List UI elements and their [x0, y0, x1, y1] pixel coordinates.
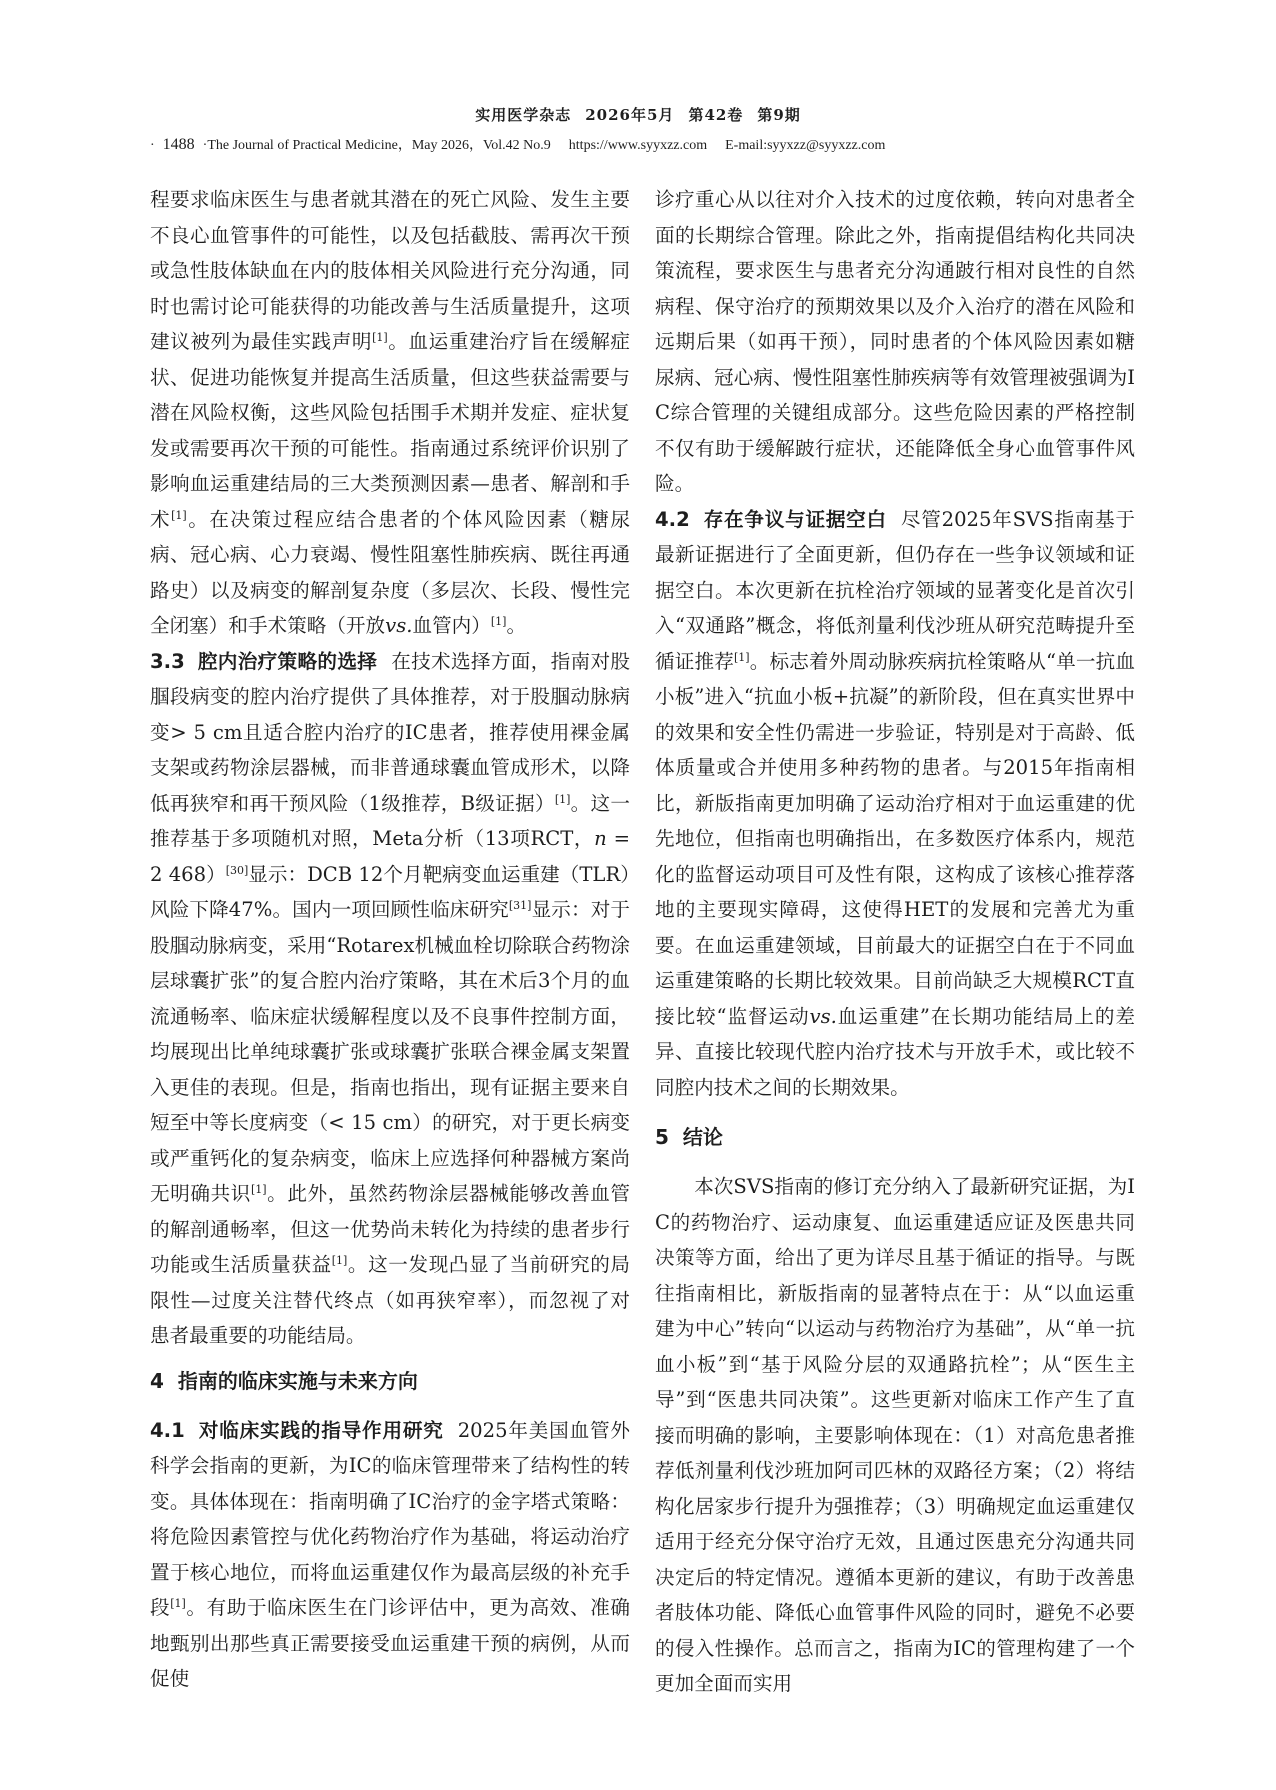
- section-4-1-paragraph: 4.1 对临床实践的指导作用研究 2025年美国血管外科学会指南的更新，为IC的临床管理带来了结构性的转变。具体体现在：指南明确了IC治疗的金字塔式策略：将危险因素管控与优化药物治疗作为基础，将运动治疗置于核心地位，而将血运重建仅作为最高层级的补充手段[1]。有助于临床医生在门诊评估中，更为高效、准确地甄别出那些真正需要接受血运重建干预的病例，从而促使: [150, 1418, 631, 1690]
- journal-name-cn: 实用医学杂志: [475, 106, 572, 124]
- header-dot: ·: [150, 138, 155, 153]
- citation-ref: [1]: [331, 1254, 348, 1267]
- issue-date-cn: 2026年5月: [585, 106, 675, 124]
- citation-ref: [1]: [734, 650, 750, 664]
- citation-ref: [31]: [508, 899, 532, 912]
- citation-ref: [1]: [170, 1597, 186, 1610]
- section-title: 对临床实践的指导作用研究: [198, 1418, 444, 1442]
- section-4-2-paragraph: 4.2 存在争议与证据空白 尽管2025年SVS指南基于最新证据进行了全面更新，但仍存在一些争议领域和证据空白。本次更新在抗栓治疗领域的显著变化是首次引入“双通路”概念，将低剂量利伐沙班从研究范畴提升至循证推荐[1]。标志着外周动脉疾病抗栓策略从“单一抗血小板”进入“抗血小板+抗凝”的新阶段，但在真实世界中的效果和安全性仍需进一步验证，特别是对于高龄、低体质量或合并使用多种药物的患者。与2015年指南相比，新版指南更加明确了运动治疗相对于血运重建的优先地位，但指南也明确指出，在多数医疗体系内，规范化的监督运动项目可及性有限，这构成了该核心推荐落地的主要现实障碍，这使得HET的发展和完善尤为重要。在血运重建领域，目前最大的证据空白在于不同血运重建策略的长期比较效果。目前尚缺乏大规模RCT直接比较“监督运动vs.血运重建”在长期功能结局上的差异、直接比较现代腔内治疗技术与开放手术，或比较不同腔内技术之间的长期效果。: [655, 507, 1135, 1099]
- conclusion-paragraph: 本次SVS指南的修订充分纳入了最新研究证据，为IC的药物治疗、运动康复、血运重建适应证及医患共同决策等方面，给出了更为详尽且基于循证的指导。与既往指南相比，新版指南的显著特点在于：从“以血运重建为中心”转向“以运动与药物治疗为基础”，从“单一抗血小板”到“基于风险分层的双通路抗栓”；从“医生主导”到“医患共同决策”。这些更新对临床工作产生了直接而明确的影响，主要影响体现在：（1）对高危患者推荐低剂量利伐沙班加阿司匹林的双路径方案；（2）将结构化居家步行提升为强推荐；（3）明确规定血运重建仅适用于经充分保守治疗无效，且通过医患充分沟通共同决定后的特定情况。遵循本更新的建议，有助于改善患者肢体功能、降低心血管事件风险的同时，避免不必要的侵入性操作。总而言之，指南为IC的管理构建了一个更加全面而实用: [655, 1175, 1135, 1695]
- journal-name-en: ·The Journal of Practical Medicine，May 2026，Vol.42 No.9: [202, 138, 551, 153]
- paragraph-decision-making: 程要求临床医生与患者就其潜在的死亡风险、发生主要不良心血管事件的可能性，以及包括截肢、需再次干预或急性肢体缺血在内的肢体相关风险进行充分沟通，同时也需讨论可能获得的功能改善与生活质量提升，这项建议被列为最佳实践声明[1]。血运重建治疗旨在缓解症状、促进功能恢复并提高生活质量，但这些获益需要与潜在风险权衡，这些风险包括围手术期并发症、症状复发或需要再次干预的可能性。指南通过系统评价识别了影响血运重建结局的三大类预测因素—患者、解剖和手术[1]。在决策过程应结合患者的个体风险因素（糖尿病、冠心病、心力衰竭、慢性阻塞性肺疾病、既往再通路史）以及病变的解剖复杂度（多层次、长段、慢性完全闭塞）和手术策略（开放vs.血管内）[1]。: [150, 188, 631, 637]
- citation-ref: [1]: [490, 615, 507, 628]
- section-3-3-paragraph: 3.3 腔内治疗策略的选择 在技术选择方面，指南对股腘段病变的腔内治疗提供了具体推荐，对于股腘动脉病变> 5 cm且适合腔内治疗的IC患者，推荐使用裸金属支架或药物涂层器械，而非普通球囊血管成形术，以降低再狭窄和再干预风险（1级推荐，B级证据）[1]。这一推荐基于多项随机对照，Meta分析（13项RCT，n = 2 468）[30]显示：DCB 12个月靶病变血运重建（TLR）风险下降47%。国内一项回顾性临床研究[31]显示：对于股腘动脉病变，采用“Rotarex机械血栓切除联合药物涂层球囊扩张”的复合腔内治疗策略，其在术后3个月的血流通畅率、临床症状缓解程度以及不良事件控制方面，均展现出比单纯球囊扩张或球囊扩张联合裸金属支架置入更佳的表现。但是，指南也指出，现有证据主要来自短至中等长度病变（< 15 cm）的研究，对于更长病变或严重钙化的复杂病变，临床上应选择何种器械方案尚无明确共识[1]。此外，虽然药物涂层器械能够改善血管的解剖通畅率，但这一优势尚未转化为持续的患者步行功能或生活质量获益[1]。这一发现凸显了当前研究的局限性—过度关注替代终点（如再狭窄率），而忽视了对患者最重要的功能结局。: [150, 649, 631, 1347]
- issue-cn: 第9期: [757, 106, 801, 124]
- section-title: 存在争议与证据空白: [703, 507, 887, 531]
- citation-ref: [1]: [372, 331, 388, 344]
- right-column: [655, 182, 1135, 1702]
- journal-header-en: [150, 134, 1126, 154]
- page-number: 1488: [162, 136, 195, 153]
- section-number: 4.2: [655, 507, 690, 531]
- section-number: 3.3: [150, 649, 185, 673]
- section-title: 腔内治疗策略的选择: [197, 649, 378, 673]
- section-number: 4.1: [150, 1418, 185, 1442]
- citation-ref: [1]: [250, 1183, 267, 1196]
- paragraph-management: 诊疗重心从以往对介入技术的过度依赖，转向对患者全面的长期综合管理。除此之外，指南提倡结构化共同决策流程，要求医生与患者充分沟通跛行相对良性的自然病程、保守治疗的预期效果以及介入治疗的潜在风险和远期后果（如再干预），同时患者的个体风险因素如糖尿病、冠心病、慢性阻塞性肺疾病等有效管理被强调为IC综合管理的关键组成部分。这些危险因素的严格控制不仅有助于缓解跛行症状，还能降低全身心血管事件风险。: [655, 188, 1135, 495]
- journal-email: E-mail:syyxzz@syyxzz.com: [725, 138, 886, 153]
- section-4-heading: 4 指南的临床实施与未来方向: [150, 1368, 418, 1393]
- volume-cn: 第42卷: [688, 106, 744, 124]
- journal-website: https://www.syyxzz.com: [568, 138, 708, 153]
- journal-header-cn: [0, 104, 1276, 125]
- citation-ref: [30]: [225, 863, 249, 877]
- left-column: [150, 182, 630, 1697]
- citation-ref: [1]: [554, 792, 571, 806]
- section-5-heading: 5 结论: [655, 1125, 723, 1149]
- citation-ref: [1]: [171, 508, 187, 522]
